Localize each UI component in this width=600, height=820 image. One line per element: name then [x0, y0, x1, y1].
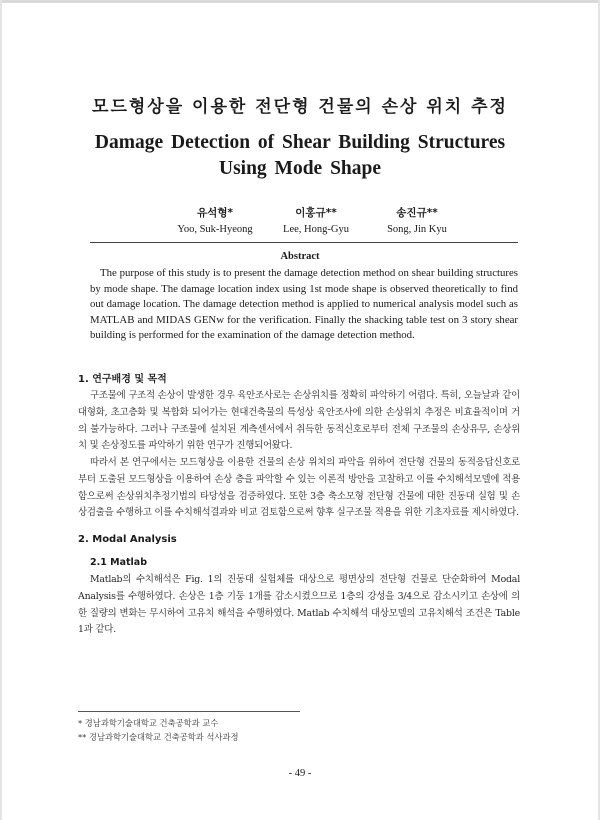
page-number: - 49 -: [288, 768, 312, 779]
page-border-left: [0, 0, 2, 820]
title-korean: 모드형상을 이용한 전단형 건물의 손상 위치 추정: [92, 97, 508, 117]
author-3-korean: 송진규**: [396, 207, 438, 219]
author-divider: [90, 242, 518, 243]
footnote-1: * 경남과학기술대학교 건축공학과 교수: [78, 718, 219, 728]
footnote-2: ** 경남과학기술대학교 건축공학과 석사과정: [78, 732, 239, 742]
page-border-top: [0, 0, 600, 3]
section-2-paragraph-1: Matlab의 수치해석은 Fig. 1의 진동대 실험체를 대상으로 평면상의 전단형 건물로 단순화하여 Modal Analysis를 수행하였다. 손상은 1층 기둥 1개를 감소시켰으므로 1층의 강성을 3/4으로 감소시키고 손상에 의한 질량의 변화는 무시하여 고유치 해석을 수행하였다. Matlab 수치해석 대상모델의 고유치해석 조건은 Table 1과 같다.: [78, 574, 520, 636]
title-english-line2: Using Mode Shape: [218, 158, 382, 179]
title-english-line1: Damage Detection of Shear Building Structures: [94, 132, 506, 153]
author-1-english: Yoo, Suk-Hyeong: [177, 224, 253, 235]
section-2-heading: 2. Modal Analysis: [78, 534, 177, 545]
abstract-heading: Abstract: [280, 251, 320, 262]
section-2-1-heading: 2.1 Matlab: [90, 557, 148, 568]
section-1-heading: 1. 연구배경 및 목적: [78, 374, 167, 385]
author-3: [347, 205, 487, 235]
abstract-body: The purpose of this study is to present the damage detection method on shear building structures by mode shape. The damage location index using 1st mode shape is observed theoretically to find out damage location. The damage detection method is applied to numerical analysis model such as MATLAB and MIDAS GENw for the verification. Finally the shacking table test on 3 story shear building is performed for the examination of the damage detection method.: [90, 267, 518, 342]
author-2-korean: 이홍규**: [295, 207, 337, 219]
author-1-korean: 유석형*: [197, 207, 233, 219]
section-1-paragraph-2: 따라서 본 연구에서는 모드형상을 이용한 건물의 손상 위치의 파악을 위하여 전단형 건물의 동적응답신호로부터 도출된 모드형상을 이용하여 손상 층을 파악할 수 있는 이론적 방안을 고찰하고 이를 수치해석모델에 적용함으로써 손상위치추정기법의 타당성을 검증하였다. 또한 3층 축소모형 전단형 건물에 대한 진동대 실험 및 손상검출을 수행하고 이를 수치해석결과와 비교 검토함으로써 향후 실구조물 적용을 위한 기초자료를 제시하였다.: [78, 457, 520, 519]
title-english: [0, 130, 600, 182]
section-1-paragraph-1: 구조물에 구조적 손상이 발생한 경우 육안조사로는 손상위치를 정확히 파악하기 어렵다. 특히, 오늘날과 같이 대형화, 초고층화 및 복합화 되어가는 현대건축물의 특성상 육안조사에 의한 손상위치 추정은 비효율적이며 거의 불가능하다. 그러나 구조물에 설치된 계측센서에서 취득한 동적신호로부터 전체 구조물의 손상유무, 손상위치 및 손상정도를 파악하기 위한 연구가 진행되어왔다.: [78, 390, 520, 452]
author-3-english: Song, Jin Kyu: [387, 224, 447, 235]
author-2-english: Lee, Hong-Gyu: [283, 224, 349, 235]
footnote-divider: [78, 711, 300, 712]
